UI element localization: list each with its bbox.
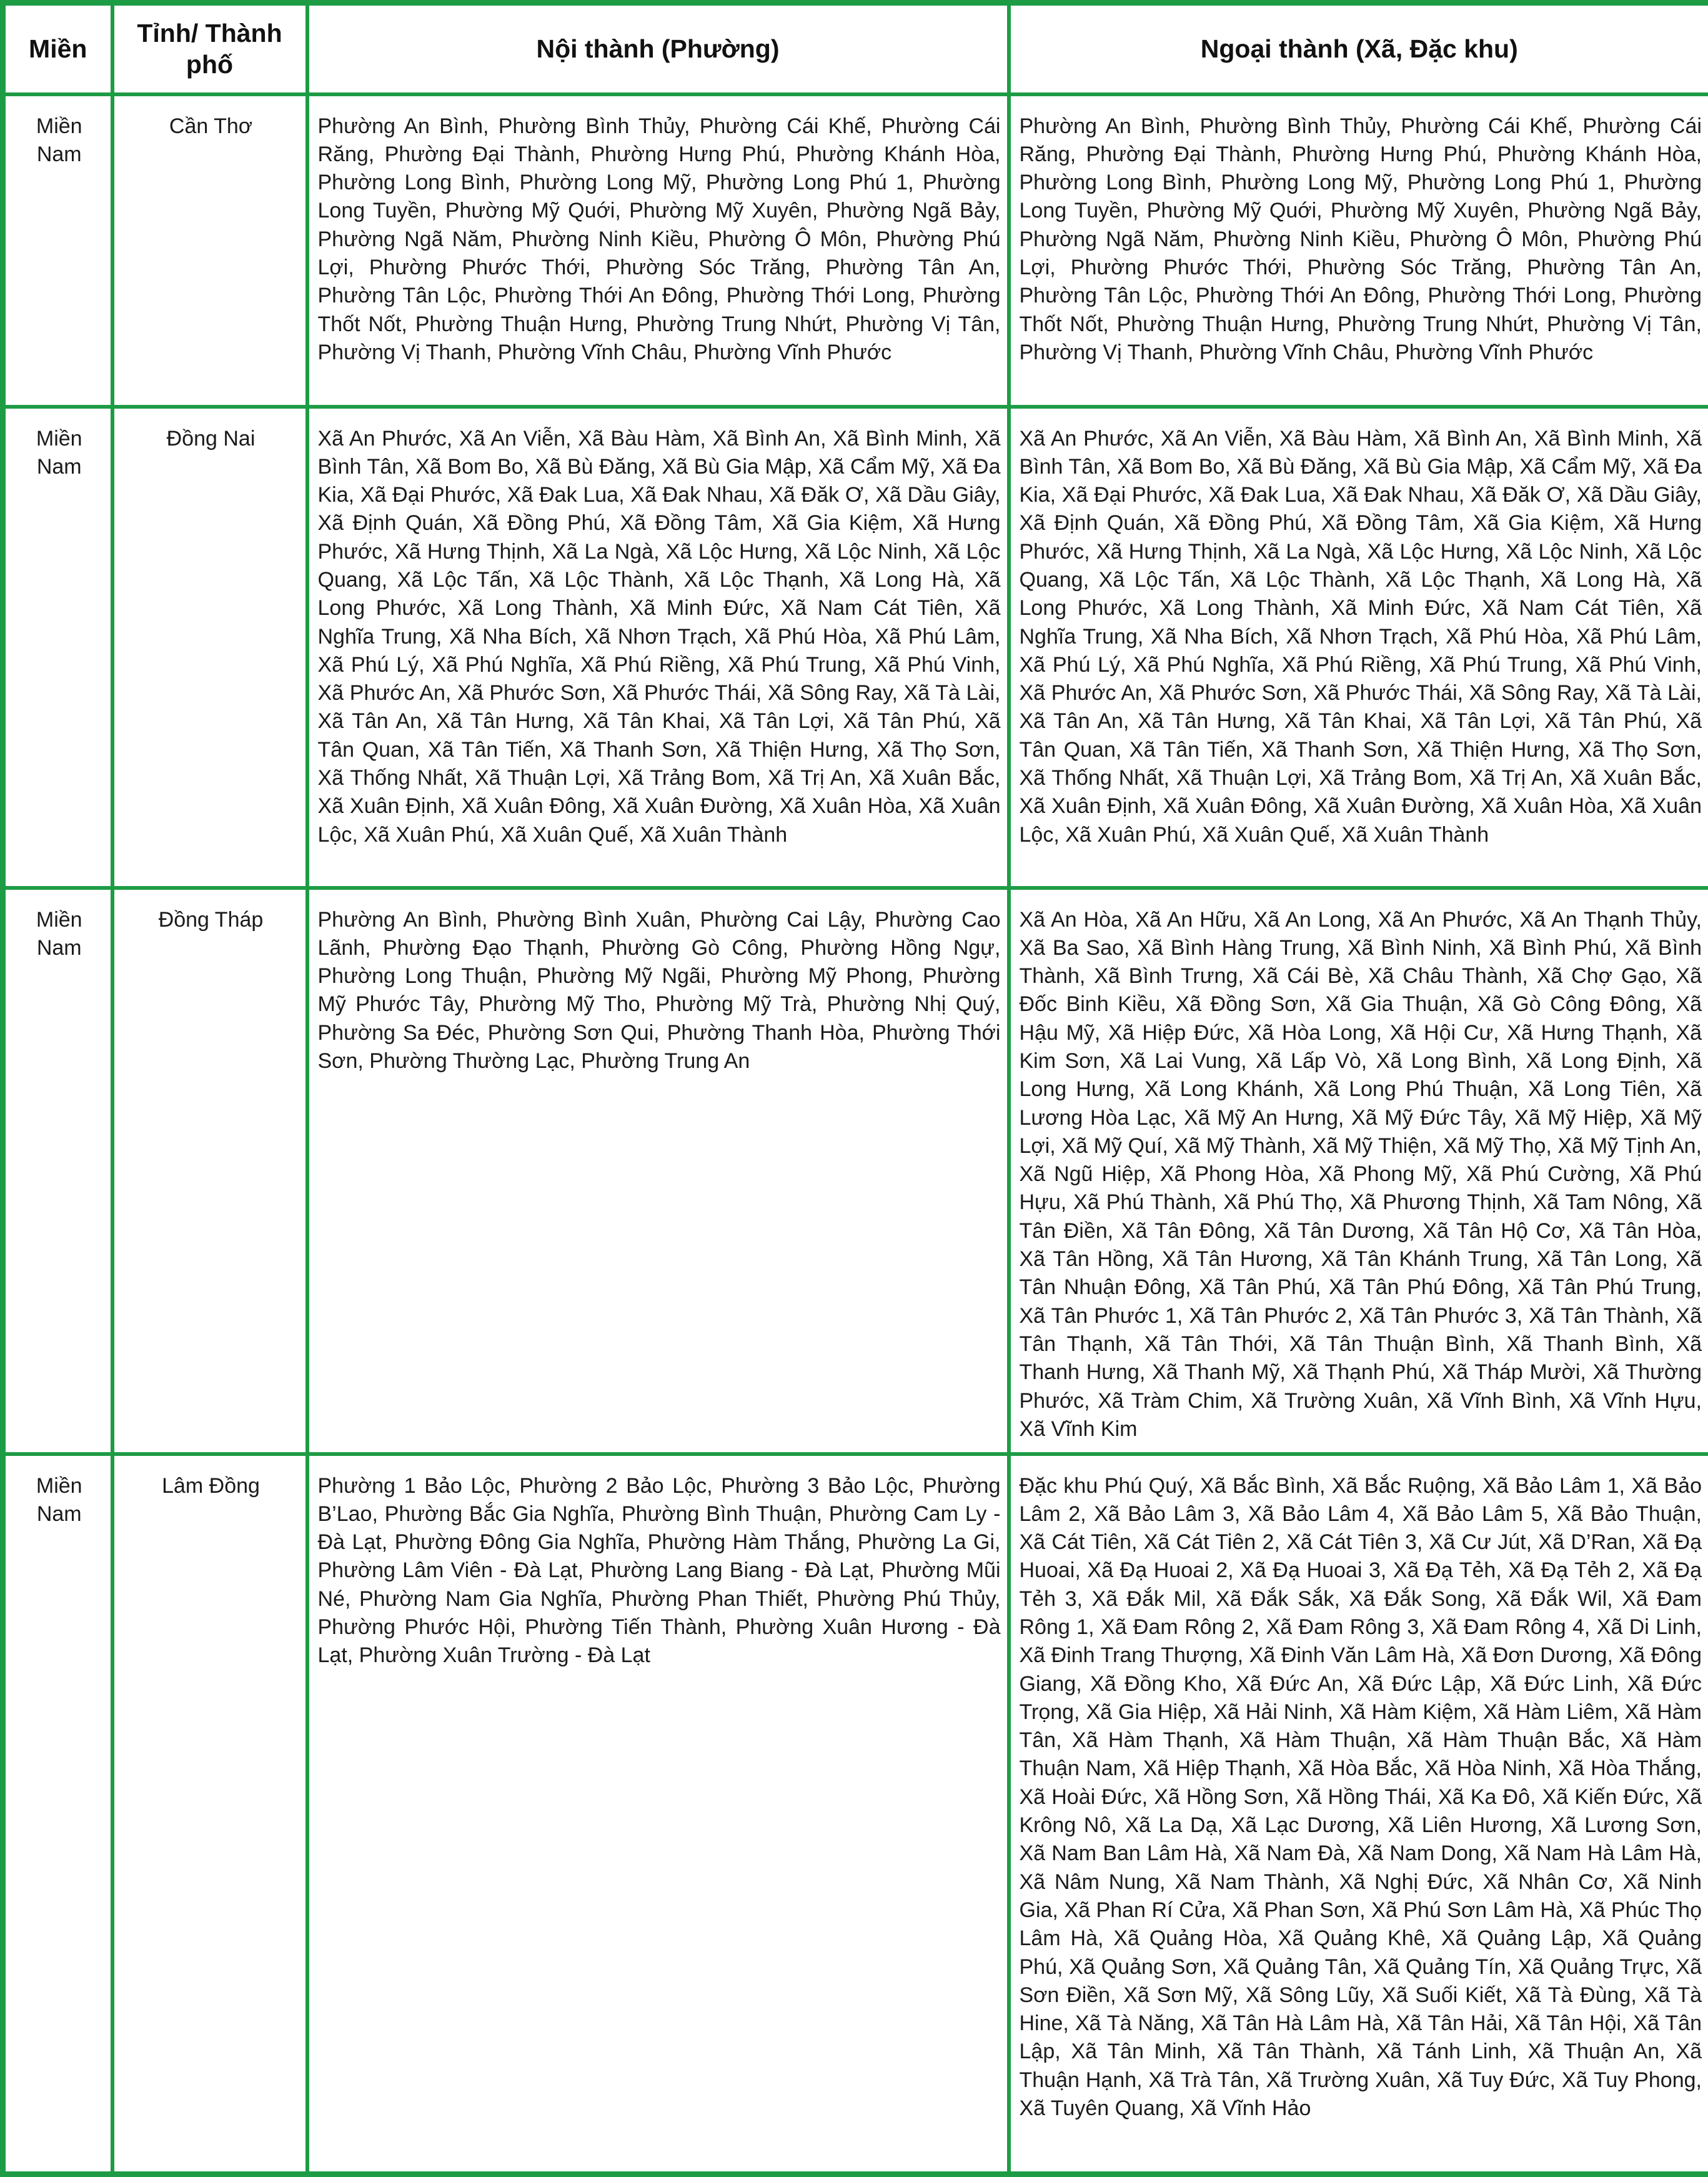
header-inner-wards: Nội thành (Phường) [307, 3, 1009, 94]
table-row [3, 407, 1708, 888]
region-cell: Miền Nam [3, 1454, 112, 2175]
table-row [3, 888, 1708, 1454]
table-header-row [3, 3, 1708, 94]
table-row [3, 1454, 1708, 2175]
region-cell: Miền Nam [3, 94, 112, 407]
region-cell: Miền Nam [3, 407, 112, 888]
outer-communes-cell: Xã An Hòa, Xã An Hữu, Xã An Long, Xã An Phước, Xã An Thạnh Thủy, Xã Ba Sao, Xã Bình Hàng Trung, Xã Bình Ninh, Xã Bình Phú, Xã Bình Thành, Xã Bình Trưng, Xã Cái Bè, Xã Châu Thành, Xã Chợ Gạo, Xã Đốc Binh Kiều, Xã Đồng Sơn, Xã Gia Thuận, Xã Gò Công Đông, Xã Hậu Mỹ, Xã Hiệp Đức, Xã Hòa Long, Xã Hội Cư, Xã Hưng Thạnh, Xã Kim Sơn, Xã Lai Vung, Xã Lấp Vò, Xã Long Bình, Xã Long Định, Xã Long Hưng, Xã Long Khánh, Xã Long Phú Thuận, Xã Long Tiên, Xã Lương Hòa Lạc, Xã Mỹ An Hưng, Xã Mỹ Đức Tây, Xã Mỹ Hiệp, Xã Mỹ Lợi, Xã Mỹ Quí, Xã Mỹ Thành, Xã Mỹ Thiện, Xã Mỹ Thọ, Xã Mỹ Tịnh An, Xã Ngũ Hiệp, Xã Phong Hòa, Xã Phong Mỹ, Xã Phú Cường, Xã Phú Hựu, Xã Phú Thành, Xã Phú Thọ, Xã Phương Thịnh, Xã Tam Nông, Xã Tân Điền, Xã Tân Đông, Xã Tân Dương, Xã Tân Hộ Cơ, Xã Tân Hòa, Xã Tân Hồng, Xã Tân Hương, Xã Tân Khánh Trung, Xã Tân Long, Xã Tân Nhuận Đông, Xã Tân Phú, Xã Tân Phú Đông, Xã Tân Phú Trung, Xã Tân Phước 1, Xã Tân Phước 2, Xã Tân Phước 3, Xã Tân Thành, Xã Tân Thạnh, Xã Tân Thới, Xã Tân Thuận Bình, Xã Thanh Bình, Xã Thanh Hưng, Xã Thanh Mỹ, Xã Thạnh Phú, Xã Tháp Mười, Xã Thường Phước, Xã Tràm Chim, Xã Trường Xuân, Xã Vĩnh Bình, Xã Vĩnh Hựu, Xã Vĩnh Kim [1009, 888, 1708, 1454]
inner-wards-cell: Phường An Bình, Phường Bình Xuân, Phường Cai Lậy, Phường Cao Lãnh, Phường Đạo Thạnh, Phường Gò Công, Phường Hồng Ngự, Phường Long Thuận, Phường Mỹ Ngãi, Phường Mỹ Phong, Phường Mỹ Phước Tây, Phường Mỹ Tho, Phường Mỹ Trà, Phường Nhị Quý, Phường Sa Đéc, Phường Sơn Qui, Phường Thanh Hòa, Phường Thới Sơn, Phường Thường Lạc, Phường Trung An [307, 888, 1009, 1454]
inner-wards-cell: Phường 1 Bảo Lộc, Phường 2 Bảo Lộc, Phường 3 Bảo Lộc, Phường B’Lao, Phường Bắc Gia Nghĩa, Phường Bình Thuận, Phường Cam Ly - Đà Lạt, Phường Đông Gia Nghĩa, Phường Hàm Thắng, Phường La Gi, Phường Lâm Viên - Đà Lạt, Phường Lang Biang - Đà Lạt, Phường Mũi Né, Phường Nam Gia Nghĩa, Phường Phan Thiết, Phường Phú Thủy, Phường Phước Hội, Phường Tiến Thành, Phường Xuân Hương - Đà Lạt, Phường Xuân Trường - Đà Lạt [307, 1454, 1009, 2175]
inner-wards-cell: Phường An Bình, Phường Bình Thủy, Phường Cái Khế, Phường Cái Răng, Phường Đại Thành, Phường Hưng Phú, Phường Khánh Hòa, Phường Long Bình, Phường Long Mỹ, Phường Long Phú 1, Phường Long Tuyền, Phường Mỹ Quới, Phường Mỹ Xuyên, Phường Ngã Bảy, Phường Ngã Năm, Phường Ninh Kiều, Phường Ô Môn, Phường Phú Lợi, Phường Phước Thới, Phường Sóc Trăng, Phường Tân An, Phường Tân Lộc, Phường Thới An Đông, Phường Thới Long, Phường Thốt Nốt, Phường Thuận Hưng, Phường Trung Nhứt, Phường Vị Tân, Phường Vị Thanh, Phường Vĩnh Châu, Phường Vĩnh Phước [307, 94, 1009, 407]
province-cell: Cần Thơ [112, 94, 307, 407]
province-cell: Lâm Đồng [112, 1454, 307, 2175]
inner-wards-cell: Xã An Phước, Xã An Viễn, Xã Bàu Hàm, Xã Bình An, Xã Bình Minh, Xã Bình Tân, Xã Bom Bo, Xã Bù Đăng, Xã Bù Gia Mập, Xã Cẩm Mỹ, Xã Đa Kia, Xã Đại Phước, Xã Đak Lua, Xã Đak Nhau, Xã Đăk Ơ, Xã Dầu Giây, Xã Định Quán, Xã Đồng Phú, Xã Đồng Tâm, Xã Gia Kiệm, Xã Hưng Phước, Xã Hưng Thịnh, Xã La Ngà, Xã Lộc Hưng, Xã Lộc Ninh, Xã Lộc Quang, Xã Lộc Tấn, Xã Lộc Thành, Xã Lộc Thạnh, Xã Long Hà, Xã Long Phước, Xã Long Thành, Xã Minh Đức, Xã Nam Cát Tiên, Xã Nghĩa Trung, Xã Nha Bích, Xã Nhơn Trạch, Xã Phú Hòa, Xã Phú Lâm, Xã Phú Lý, Xã Phú Nghĩa, Xã Phú Riềng, Xã Phú Trung, Xã Phú Vinh, Xã Phước An, Xã Phước Sơn, Xã Phước Thái, Xã Sông Ray, Xã Tà Lài, Xã Tân An, Xã Tân Hưng, Xã Tân Khai, Xã Tân Lợi, Xã Tân Phú, Xã Tân Quan, Xã Tân Tiến, Xã Thanh Sơn, Xã Thiện Hưng, Xã Thọ Sơn, Xã Thống Nhất, Xã Thuận Lợi, Xã Trảng Bom, Xã Trị An, Xã Xuân Bắc, Xã Xuân Định, Xã Xuân Đông, Xã Xuân Đường, Xã Xuân Hòa, Xã Xuân Lộc, Xã Xuân Phú, Xã Xuân Quế, Xã Xuân Thành [307, 407, 1009, 888]
header-region: Miền [3, 3, 112, 94]
province-cell: Đồng Nai [112, 407, 307, 888]
outer-communes-cell: Xã An Phước, Xã An Viễn, Xã Bàu Hàm, Xã Bình An, Xã Bình Minh, Xã Bình Tân, Xã Bom Bo, Xã Bù Đăng, Xã Bù Gia Mập, Xã Cẩm Mỹ, Xã Đa Kia, Xã Đại Phước, Xã Đak Lua, Xã Đak Nhau, Xã Đăk Ơ, Xã Dầu Giây, Xã Định Quán, Xã Đồng Phú, Xã Đồng Tâm, Xã Gia Kiệm, Xã Hưng Phước, Xã Hưng Thịnh, Xã La Ngà, Xã Lộc Hưng, Xã Lộc Ninh, Xã Lộc Quang, Xã Lộc Tấn, Xã Lộc Thành, Xã Lộc Thạnh, Xã Long Hà, Xã Long Phước, Xã Long Thành, Xã Minh Đức, Xã Nam Cát Tiên, Xã Nghĩa Trung, Xã Nha Bích, Xã Nhơn Trạch, Xã Phú Hòa, Xã Phú Lâm, Xã Phú Lý, Xã Phú Nghĩa, Xã Phú Riềng, Xã Phú Trung, Xã Phú Vinh, Xã Phước An, Xã Phước Sơn, Xã Phước Thái, Xã Sông Ray, Xã Tà Lài, Xã Tân An, Xã Tân Hưng, Xã Tân Khai, Xã Tân Lợi, Xã Tân Phú, Xã Tân Quan, Xã Tân Tiến, Xã Thanh Sơn, Xã Thiện Hưng, Xã Thọ Sơn, Xã Thống Nhất, Xã Thuận Lợi, Xã Trảng Bom, Xã Trị An, Xã Xuân Bắc, Xã Xuân Định, Xã Xuân Đông, Xã Xuân Đường, Xã Xuân Hòa, Xã Xuân Lộc, Xã Xuân Phú, Xã Xuân Quế, Xã Xuân Thành [1009, 407, 1708, 888]
outer-communes-cell: Đặc khu Phú Quý, Xã Bắc Bình, Xã Bắc Ruộng, Xã Bảo Lâm 1, Xã Bảo Lâm 2, Xã Bảo Lâm 3, Xã Bảo Lâm 4, Xã Bảo Lâm 5, Xã Bảo Thuận, Xã Cát Tiên, Xã Cát Tiên 2, Xã Cát Tiên 3, Xã Cư Jút, Xã D’Ran, Xã Đạ Huoai, Xã Đạ Huoai 2, Xã Đạ Huoai 3, Xã Đạ Tẻh, Xã Đạ Tẻh 2, Xã Đạ Tẻh 3, Xã Đắk Mil, Xã Đắk Sắk, Xã Đắk Song, Xã Đắk Wil, Xã Đam Rông 1, Xã Đam Rông 2, Xã Đam Rông 3, Xã Đam Rông 4, Xã Di Linh, Xã Đinh Trang Thượng, Xã Đinh Văn Lâm Hà, Xã Đơn Dương, Xã Đông Giang, Xã Đồng Kho, Xã Đức An, Xã Đức Lập, Xã Đức Linh, Xã Đức Trọng, Xã Gia Hiệp, Xã Hải Ninh, Xã Hàm Kiệm, Xã Hàm Liêm, Xã Hàm Tân, Xã Hàm Thạnh, Xã Hàm Thuận, Xã Hàm Thuận Bắc, Xã Hàm Thuận Nam, Xã Hiệp Thạnh, Xã Hòa Bắc, Xã Hòa Ninh, Xã Hòa Thắng, Xã Hoài Đức, Xã Hồng Sơn, Xã Hồng Thái, Xã Ka Đô, Xã Kiến Đức, Xã Krông Nô, Xã La Dạ, Xã Lạc Dương, Xã Liên Hương, Xã Lương Sơn, Xã Nam Ban Lâm Hà, Xã Nam Đà, Xã Nam Dong, Xã Nam Hà Lâm Hà, Xã Nâm Nung, Xã Nam Thành, Xã Nghị Đức, Xã Nhân Cơ, Xã Ninh Gia, Xã Phan Rí Cửa, Xã Phan Sơn, Xã Phú Sơn Lâm Hà, Xã Phúc Thọ Lâm Hà, Xã Quảng Hòa, Xã Quảng Khê, Xã Quảng Lập, Xã Quảng Phú, Xã Quảng Sơn, Xã Quảng Tân, Xã Quảng Tín, Xã Quảng Trực, Xã Sơn Điền, Xã Sơn Mỹ, Xã Sông Lũy, Xã Suối Kiết, Xã Tà Đùng, Xã Tà Hine, Xã Tà Năng, Xã Tân Hà Lâm Hà, Xã Tân Hải, Xã Tân Hội, Xã Tân Lập, Xã Tân Minh, Xã Tân Thành, Xã Tánh Linh, Xã Thuận An, Xã Thuận Hạnh, Xã Trà Tân, Xã Trường Xuân, Xã Tuy Đức, Xã Tuy Phong, Xã Tuyên Quang, Xã Vĩnh Hảo [1009, 1454, 1708, 2175]
outer-communes-cell: Phường An Bình, Phường Bình Thủy, Phường Cái Khế, Phường Cái Răng, Phường Đại Thành, Phường Hưng Phú, Phường Khánh Hòa, Phường Long Bình, Phường Long Mỹ, Phường Long Phú 1, Phường Long Tuyền, Phường Mỹ Quới, Phường Mỹ Xuyên, Phường Ngã Bảy, Phường Ngã Năm, Phường Ninh Kiều, Phường Ô Môn, Phường Phú Lợi, Phường Phước Thới, Phường Sóc Trăng, Phường Tân An, Phường Tân Lộc, Phường Thới An Đông, Phường Thới Long, Phường Thốt Nốt, Phường Thuận Hưng, Phường Trung Nhứt, Phường Vị Tân, Phường Vị Thanh, Phường Vĩnh Châu, Phường Vĩnh Phước [1009, 94, 1708, 407]
province-cell: Đồng Tháp [112, 888, 307, 1454]
header-province: Tỉnh/ Thành phố [112, 3, 307, 94]
table-row [3, 94, 1708, 407]
header-outer-communes: Ngoại thành (Xã, Đặc khu) [1009, 3, 1708, 94]
region-cell: Miền Nam [3, 888, 112, 1454]
